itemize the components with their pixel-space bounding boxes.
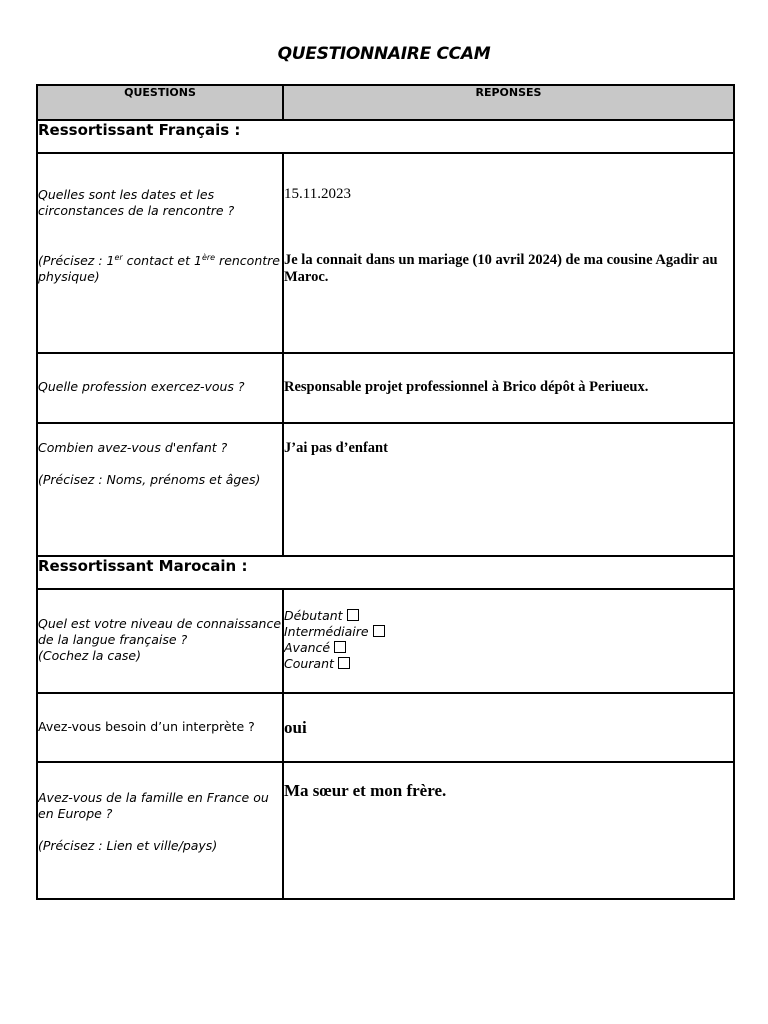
answer-interprete bbox=[283, 693, 734, 762]
answer-profession-text: Responsable projet professionnel à Brico dépôt à Periueux. bbox=[284, 379, 649, 395]
option-courant-label: Courant bbox=[284, 656, 334, 671]
answer-langue bbox=[283, 589, 734, 693]
question-profession bbox=[37, 353, 283, 423]
checkbox-debutant[interactable] bbox=[347, 609, 359, 621]
section-title-francais: Ressortissant Français : bbox=[37, 120, 734, 153]
answer-interprete-text: oui bbox=[284, 718, 307, 737]
question-interprete bbox=[37, 693, 283, 762]
checkbox-avance[interactable] bbox=[334, 641, 346, 653]
table-row-langue bbox=[37, 589, 734, 693]
question-famille bbox=[37, 762, 283, 899]
section-title-marocain: Ressortissant Marocain : bbox=[37, 556, 734, 589]
questionnaire-table bbox=[36, 84, 735, 900]
table-row-interprete bbox=[37, 693, 734, 762]
table-row-profession bbox=[37, 353, 734, 423]
table-row-rencontre bbox=[37, 153, 734, 353]
question-rencontre-detail: (Précisez : 1er contact et 1ère rencontre physique) bbox=[38, 252, 280, 284]
answer-enfants-text: J’ai pas d’enfant bbox=[284, 440, 388, 456]
answer-profession bbox=[283, 353, 734, 423]
answer-famille-text: Ma sœur et mon frère. bbox=[284, 781, 447, 800]
question-famille-text: Avez-vous de la famille en France ou en Europe ? bbox=[38, 790, 269, 821]
table-header-row bbox=[37, 85, 734, 120]
question-interprete-text: Avez-vous besoin d’un interprète ? bbox=[38, 719, 255, 734]
checkbox-courant[interactable] bbox=[338, 657, 350, 669]
answer-rencontre bbox=[283, 153, 734, 353]
column-header-questions: QUESTIONS bbox=[37, 85, 283, 120]
option-avance bbox=[284, 640, 733, 656]
checkbox-intermediaire[interactable] bbox=[373, 625, 385, 637]
question-enfants bbox=[37, 423, 283, 556]
answer-rencontre-date: 15.11.2023 bbox=[284, 186, 351, 202]
table-row-famille bbox=[37, 762, 734, 899]
question-langue bbox=[37, 589, 283, 693]
question-langue-detail: (Cochez la case) bbox=[38, 648, 141, 663]
option-intermediaire-label: Intermédiaire bbox=[284, 624, 369, 639]
question-rencontre bbox=[37, 153, 283, 353]
document-title: QUESTIONNAIRE CCAM bbox=[277, 44, 491, 64]
option-intermediaire bbox=[284, 624, 733, 640]
question-enfants-detail: (Précisez : Noms, prénoms et âges) bbox=[38, 472, 261, 487]
question-rencontre-text: Quelles sont les dates et les circonstances de la rencontre ? bbox=[38, 187, 235, 218]
option-avance-label: Avancé bbox=[284, 640, 331, 655]
option-debutant-label: Débutant bbox=[284, 608, 343, 623]
question-langue-text: Quel est votre niveau de connaissance de la langue française ? bbox=[38, 616, 282, 647]
column-header-reponses: REPONSES bbox=[283, 85, 734, 120]
option-debutant bbox=[284, 608, 733, 624]
table-row-enfants bbox=[37, 423, 734, 556]
option-courant bbox=[284, 656, 733, 672]
question-famille-detail: (Précisez : Lien et ville/pays) bbox=[38, 838, 218, 853]
section-row-francais bbox=[37, 120, 734, 153]
question-enfants-text: Combien avez-vous d'enfant ? bbox=[38, 440, 228, 455]
question-profession-text: Quelle profession exercez-vous ? bbox=[38, 379, 245, 394]
answer-rencontre-text: Je la connait dans un mariage (10 avril 2024) de ma cousine Agadir au Maroc. bbox=[284, 252, 718, 285]
answer-enfants bbox=[283, 423, 734, 556]
answer-famille bbox=[283, 762, 734, 899]
section-row-marocain bbox=[37, 556, 734, 589]
